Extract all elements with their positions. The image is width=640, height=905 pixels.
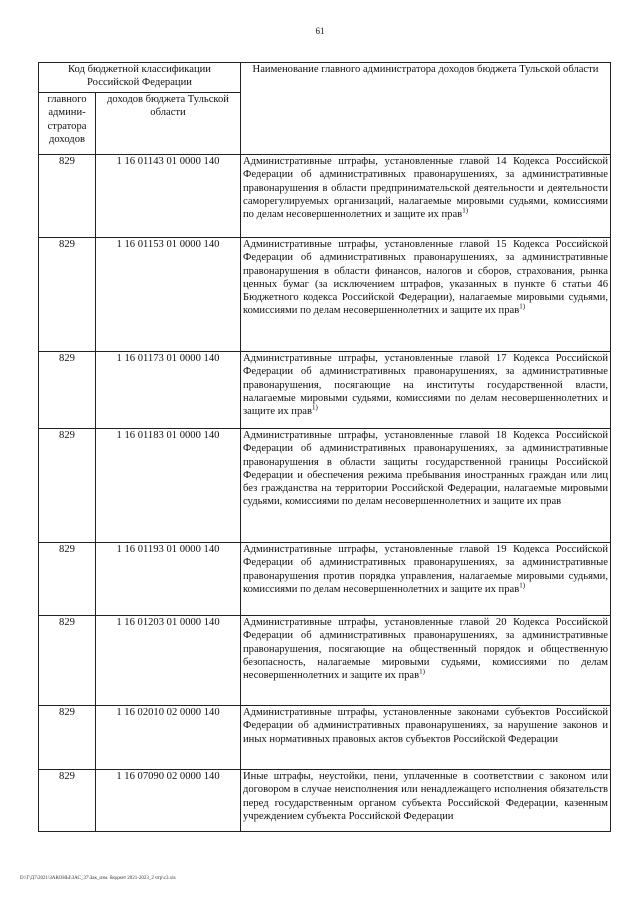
cell-admin-code: 829 (39, 429, 96, 543)
table-row (39, 706, 611, 770)
header-name-column: Наименование главного администратора доходов бюджета Тульской области (241, 63, 611, 155)
cell-income-name (241, 706, 611, 770)
table-row (39, 429, 611, 543)
cell-budget-code: 1 16 01153 01 0000 140 (96, 238, 241, 352)
page-number: 61 (315, 26, 325, 36)
table-body (39, 155, 611, 832)
header-code-group: Код бюджетной классификации Российской Федерации (39, 63, 241, 93)
cell-income-name (241, 770, 611, 832)
cell-income-name (241, 543, 611, 616)
income-name-text: Иные штрафы, неустойки, пени, уплаченные в соответствии с законом или договором в случае неисполнения или ненадлежащего исполнения обязательств перед государственным органом субъекта Российской Федерации, казенным учреждением субъекта Российской Федерации (243, 771, 608, 822)
table-row (39, 543, 611, 616)
header-sub-income: доходов бюджета Тульской области (96, 93, 241, 155)
table-row (39, 352, 611, 429)
footnote-marker: 1) (419, 667, 425, 676)
cell-admin-code: 829 (39, 543, 96, 616)
file-path-footer: D:\Г\Д7\2021\ЗАКОНЫ\ЗАС_37\Зак_изм. бюджет 2021-2023_2 чтр\с3.xls (20, 876, 176, 881)
cell-budget-code: 1 16 01203 01 0000 140 (96, 616, 241, 706)
table-row (39, 616, 611, 706)
footnote-marker: 1) (462, 206, 469, 215)
cell-budget-code: 1 16 02010 02 0000 140 (96, 706, 241, 770)
cell-admin-code: 829 (39, 155, 96, 238)
footnote-marker: 1) (519, 581, 526, 590)
income-name-text: Административные штрафы, установленные главой 15 Кодекса Российской Федерации об административных правонарушениях, за административные правонарушения в области финансов, налогов и сборов, страхования, рынка ценных бумаг (за исключением штрафов, указанных в пункте 6 статьи 46 Бюджетного кодекса Российской Федерации), налагаемые мировыми судьями, комиссиями по делам несовершеннолетних и защите их прав (243, 239, 608, 317)
footnote-marker: 1) (519, 302, 526, 311)
income-name-text: Административные штрафы, установленные главой 14 Кодекса Российской Федерации об административных правонарушениях, за административные правонарушения в области предпринимательской деятельности и деятельности саморегулируемых организаций, налагаемые мировыми судьями, комиссиями по делам несовершеннолетних и защите их прав (243, 156, 608, 221)
table-row (39, 155, 611, 238)
income-name-text: Административные штрафы, установленные главой 19 Кодекса Российской Федерации об административных правонарушениях, за административные правонарушения против порядка управления, налагаемые мировыми судьями, комиссиями по делам несовершеннолетних и защите их прав (243, 544, 608, 595)
income-name-text: Административные штрафы, установленные главой 17 Кодекса Российской Федерации об административных правонарушениях, за административные правонарушения, посягающие на институты государственной власти, налагаемые мировыми судьями, комиссиями по делам несовершеннолетних и защите их прав (243, 353, 608, 418)
header-sub-admin: главного админи-стратора доходов (39, 93, 96, 155)
cell-admin-code: 829 (39, 352, 96, 429)
cell-income-name (241, 352, 611, 429)
cell-budget-code: 1 16 01143 01 0000 140 (96, 155, 241, 238)
cell-income-name (241, 155, 611, 238)
cell-income-name (241, 429, 611, 543)
cell-admin-code: 829 (39, 616, 96, 706)
table-row (39, 238, 611, 352)
cell-budget-code: 1 16 01193 01 0000 140 (96, 543, 241, 616)
cell-admin-code: 829 (39, 770, 96, 832)
cell-income-name (241, 616, 611, 706)
income-name-text: Административные штрафы, установленные законами субъектов Российской Федерации об административных правонарушениях, за нарушение законов и иных нормативных правовых актов субъектов Российской Федерации (243, 707, 608, 745)
cell-budget-code: 1 16 07090 02 0000 140 (96, 770, 241, 832)
table-row (39, 770, 611, 832)
cell-admin-code: 829 (39, 238, 96, 352)
budget-classification-table (38, 62, 611, 832)
cell-budget-code: 1 16 01183 01 0000 140 (96, 429, 241, 543)
cell-admin-code: 829 (39, 706, 96, 770)
income-name-text: Административные штрафы, установленные главой 20 Кодекса Российской Федерации об административных правонарушениях, за административные правонарушения, посягающие на общественный порядок и общественную безопасность, налагаемые мировыми судьями, комиссиями по делам несовершеннолетних и защите их прав (243, 617, 608, 682)
income-name-text: Административные штрафы, установленные главой 18 Кодекса Российской Федерации об административных правонарушениях, за административные правонарушения в области защиты государственной границы Российской Федерации и обеспечения режима пребывания иностранных граждан или лиц без гражданства на территории Российской Федерации, налагаемые мировыми судьями, комиссиями по делам несовершеннолетних и защите их прав (243, 430, 608, 508)
cell-income-name (241, 238, 611, 352)
cell-budget-code: 1 16 01173 01 0000 140 (96, 352, 241, 429)
footnote-marker: 1) (311, 403, 318, 412)
